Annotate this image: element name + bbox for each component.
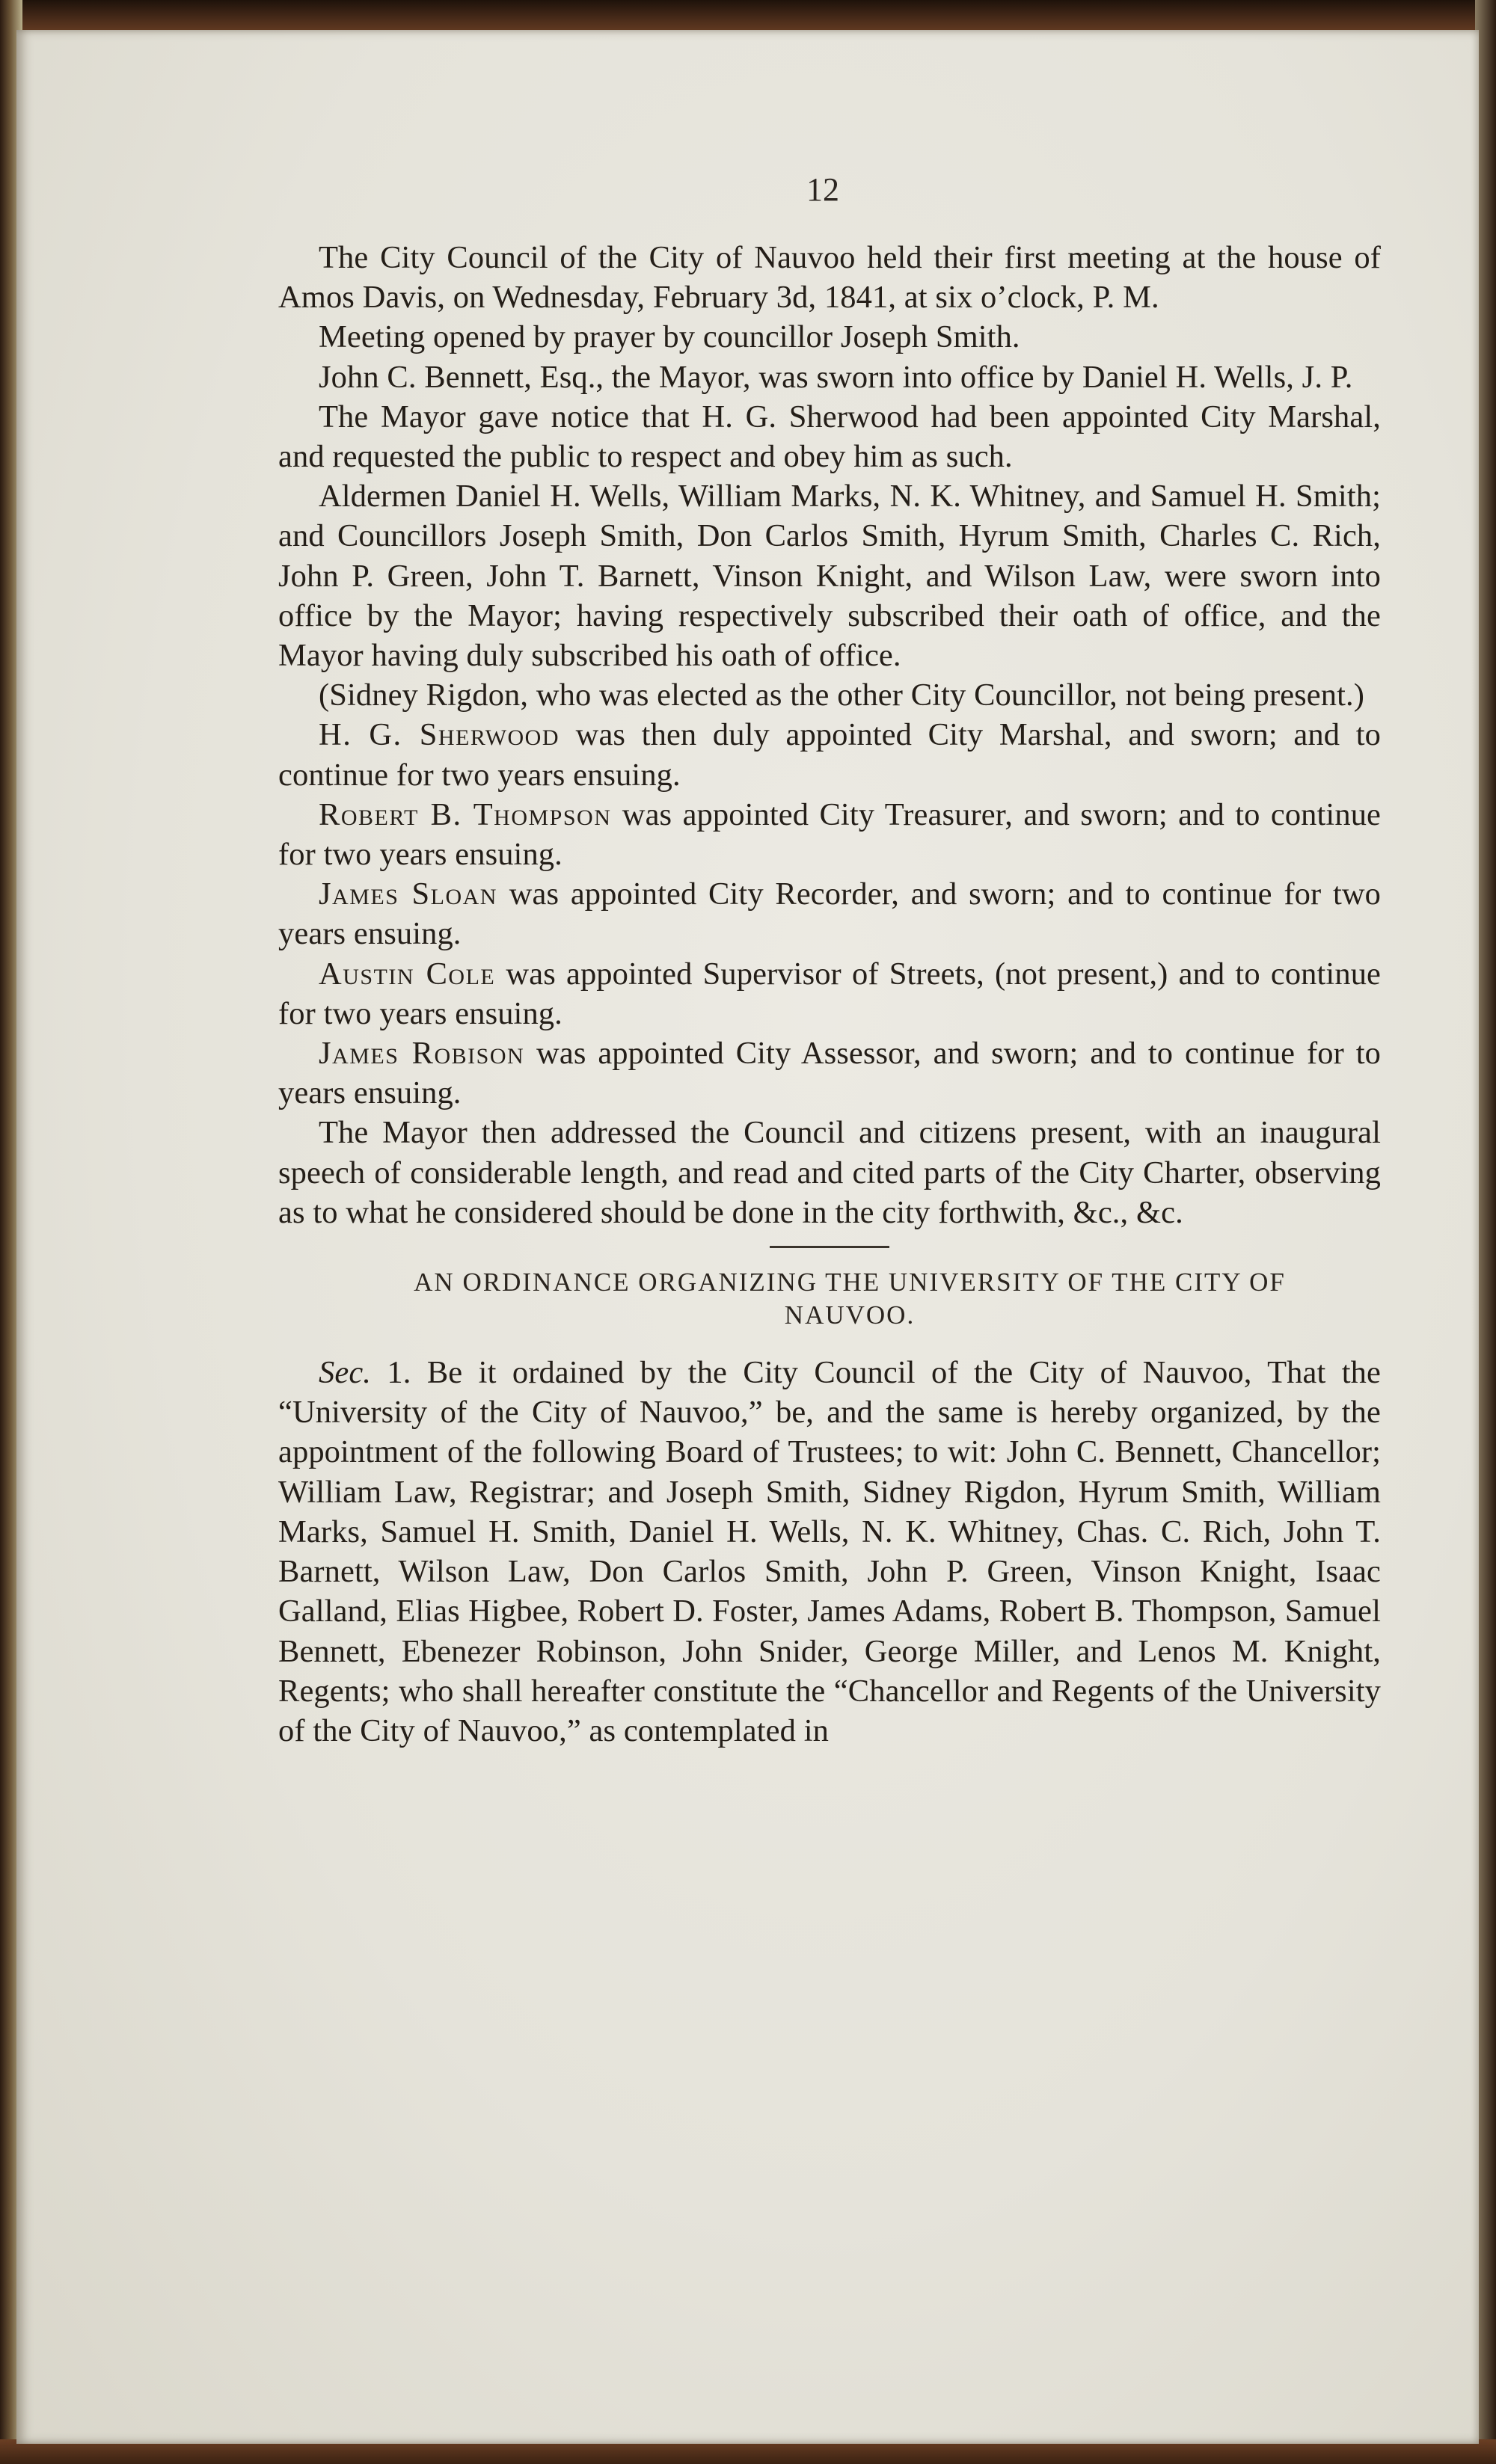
minutes-paragraph-supervisor: [278, 954, 1381, 1033]
ordinance-section-1: [278, 1353, 1381, 1751]
minutes-paragraph-assessor: [278, 1033, 1381, 1113]
appointment-text: was appointed City Recorder, and sworn; and to continue for two years ensuing.: [278, 876, 1381, 952]
section-label: Sec.: [319, 1355, 372, 1391]
section-number: 1.: [371, 1355, 411, 1391]
minutes-paragraph-recorder: [278, 874, 1381, 953]
section-text: Be it ordained by the City Council of the City of Nauvoo, That the “University of the City of Nauvoo,” be, and the same is hereby organized, by the appointment of the following Board of Trustees; to wit: John C. Bennett, Chancellor; William Law, Registrar; and Joseph Smith, Sidney Rigdon, Hyrum Smith, William Marks, Samuel H. Smith, Daniel H. Wells, N. K. Whitney, Chas. C. Rich, John T. Barnett, Wilson Law, Don Carlos Smith, John P. Green, Vinson Knight, Isaac Galland, Elias Higbee, Robert D. Foster, James Adams, Robert B. Thompson, Samuel Bennett, Ebenezer Robinson, John Snider, George Miller, and Lenos M. Knight, Regents; who shall hereafter constitute the “Chancellor and Regents of the University of the City of Nauvoo,” as contemplated in: [278, 1355, 1381, 1748]
section-divider: [770, 1246, 889, 1248]
minutes-paragraph-aldermen: Aldermen Daniel H. Wells, William Marks, N. K. Whitney, and Samuel H. Smith; and Councillors Joseph Smith, Don Carlos Smith, Hyrum Smith, Charles C. Rich, John P. Green, John T. Barnett, Vinson Knight, and Wilson Law, were sworn into office by the Mayor; having respectively subscribed their oath of office, and the Mayor having duly subscribed his oath of office.: [278, 479, 1381, 674]
appointment-text: was then duly appointed City Marshal, and sworn; and to continue for two years ensuing.: [278, 717, 1381, 793]
page-text: [278, 238, 1381, 1751]
minutes-paragraph-marshal-notice: The Mayor gave notice that H. G. Sherwood had been appointed City Marshal, and requested the public to respect and obey him as such.: [278, 399, 1381, 475]
appointee-name: Robert B. Thompson: [319, 796, 612, 832]
minutes-paragraph-address: The Mayor then addressed the Council and citizens present, with an inaugural speech of considerable length, and read and cited parts of the City Charter, observing as to what he considered should be done in the city forthwith, &c., &c.: [278, 1115, 1381, 1230]
appointment-text: was appointed Supervisor of Streets, (not present,) and to continue for two years ensuing.: [278, 956, 1382, 1031]
appointment-text: was appointed City Assessor, and sworn; and to continue for to years ensuing.: [278, 1036, 1381, 1111]
appointee-name: James Sloan: [319, 876, 497, 912]
minutes-paragraph-prayer: Meeting opened by prayer by councillor Joseph Smith.: [319, 319, 1020, 355]
appointee-name: James Robison: [319, 1036, 525, 1072]
ordinance-heading-line-1: AN ORDINANCE ORGANIZING THE UNIVERSITY OF THE CITY OF: [414, 1268, 1286, 1297]
appointee-name: Austin Cole: [319, 956, 496, 992]
minutes-paragraph-mayor-sworn: John C. Bennett, Esq., the Mayor, was sworn into office by Daniel H. Wells, J. P.: [319, 359, 1353, 395]
minutes-paragraph-rigdon: (Sidney Rigdon, who was elected as the other City Councillor, not being present.): [319, 678, 1365, 713]
minutes-paragraph-treasurer: [278, 795, 1381, 874]
page-number: 12: [806, 171, 839, 208]
minutes-paragraph-marshal: [278, 715, 1381, 794]
appointee-name: H. G. Sherwood: [319, 717, 560, 753]
minutes-paragraph-meeting: The City Council of the City of Nauvoo held their first meeting at the house of Amos Davis, on Wednesday, February 3d, 1841, at six o’clock, P. M.: [278, 240, 1381, 316]
heading-spacer: [278, 1332, 1381, 1353]
appointment-text: was appointed City Treasurer, and sworn; and to continue for two years ensuing.: [278, 796, 1382, 873]
ordinance-heading-line-2: NAUVOO.: [784, 1300, 916, 1330]
